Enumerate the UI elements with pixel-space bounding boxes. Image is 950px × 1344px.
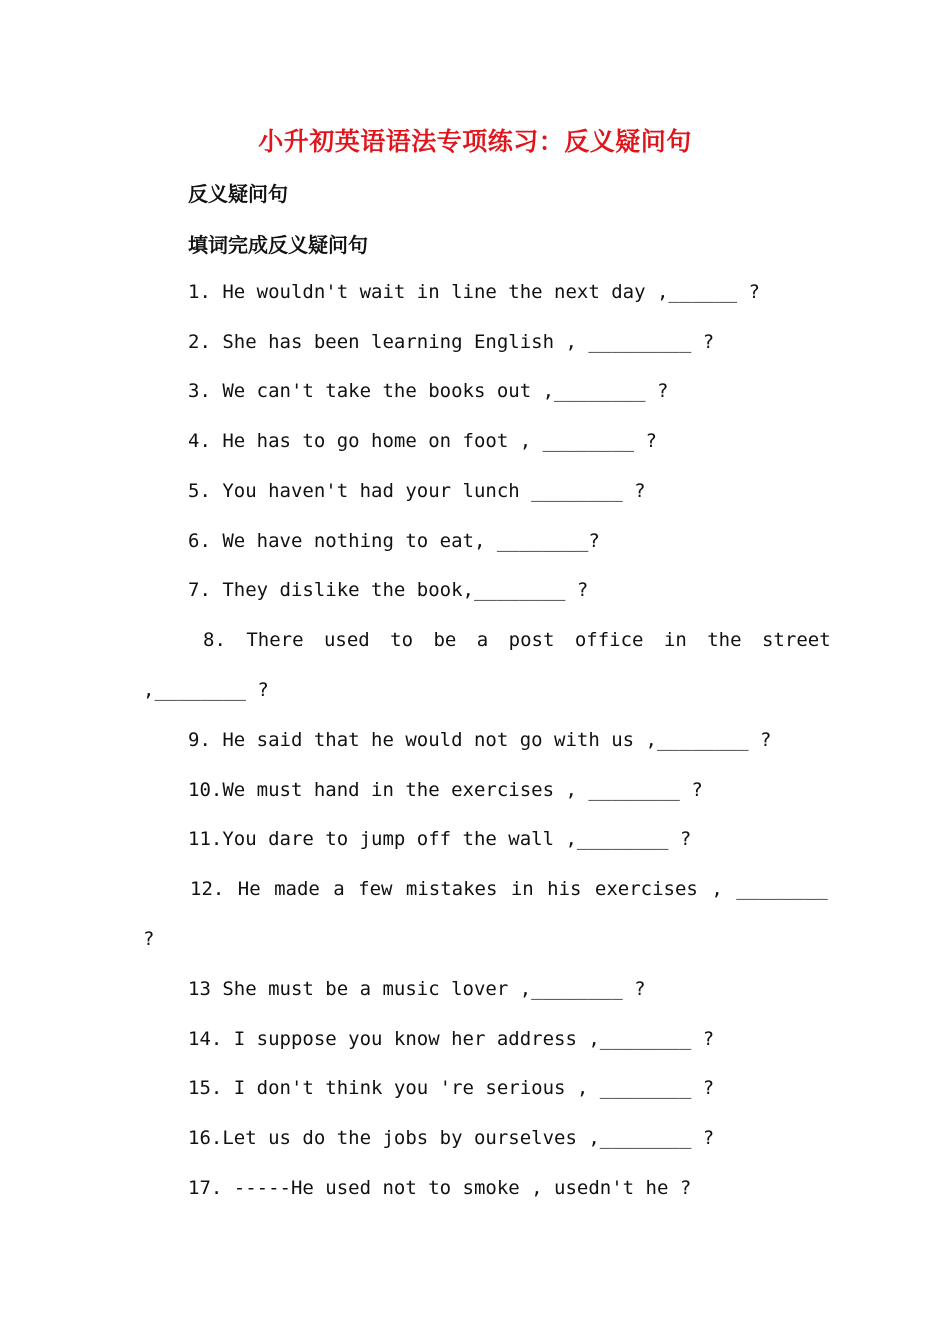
question-5: 5. You haven't had your lunch ________ ? bbox=[188, 480, 646, 502]
question-12-continued: ? bbox=[143, 928, 155, 950]
question-3: 3. We can't take the books out ,________ ? bbox=[188, 380, 669, 402]
question-7: 7. They dislike the book,________ ? bbox=[188, 579, 589, 601]
question-14: 14. I suppose you know her address ,________ ? bbox=[188, 1028, 715, 1050]
instruction-heading: 填词完成反义疑问句 bbox=[188, 233, 368, 257]
question-11: 11.You dare to jump off the wall ,________ ? bbox=[188, 828, 692, 850]
question-12: 12. He made a few mistakes in his exercises , ________ bbox=[190, 878, 828, 900]
question-8-continued: ,________ ? bbox=[143, 679, 269, 701]
question-4: 4. He has to go home on foot , ________ ? bbox=[188, 430, 657, 452]
question-9: 9. He said that he would not go with us ,________ ? bbox=[188, 729, 772, 751]
question-10: 10.We must hand in the exercises , ________ ? bbox=[188, 779, 703, 801]
question-1: 1. He wouldn't wait in line the next day ,______ ? bbox=[188, 281, 760, 303]
question-16: 16.Let us do the jobs by ourselves ,________ ? bbox=[188, 1127, 715, 1149]
question-8: 8. There used to be a post office in the street bbox=[203, 629, 831, 651]
question-17: 17. -----He used not to smoke , usedn't he ? bbox=[188, 1177, 692, 1199]
question-13: 13 She must be a music lover ,________ ? bbox=[188, 978, 646, 1000]
question-15: 15. I don't think you 're serious , ________ ? bbox=[188, 1077, 715, 1099]
question-6: 6. We have nothing to eat, ________? bbox=[188, 530, 600, 552]
section-heading: 反义疑问句 bbox=[188, 182, 288, 206]
question-2: 2. She has been learning English , _________ ? bbox=[188, 331, 715, 353]
page-title: 小升初英语语法专项练习：反义疑问句 bbox=[258, 127, 692, 156]
